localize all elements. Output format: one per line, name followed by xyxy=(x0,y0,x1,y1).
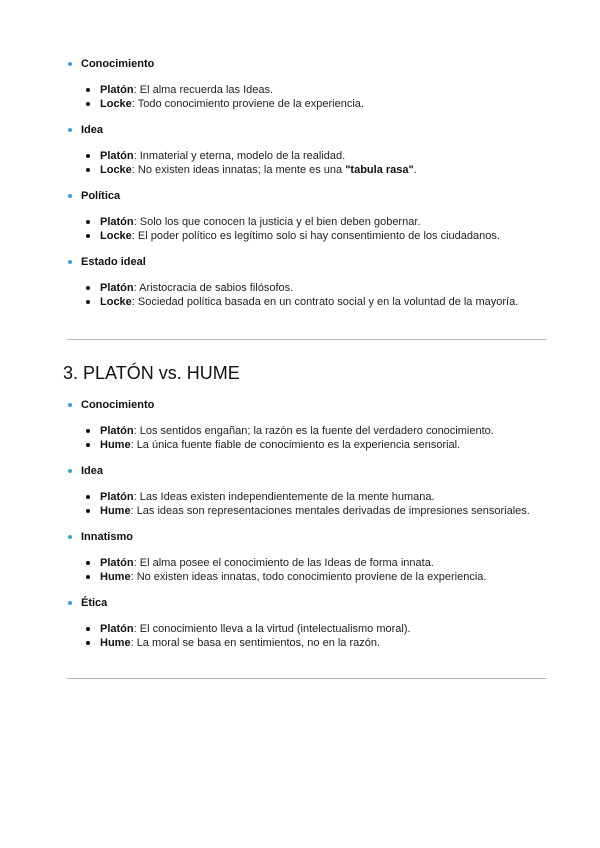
list-item xyxy=(0,438,600,452)
separator: : xyxy=(130,637,137,649)
philosopher-name: Hume xyxy=(100,439,131,451)
separator: : xyxy=(133,84,140,96)
list-item-text xyxy=(100,622,411,636)
topic-heading xyxy=(0,123,600,137)
separator: : xyxy=(131,230,138,242)
list-item xyxy=(0,490,600,504)
bullet-icon xyxy=(86,154,90,158)
separator: : xyxy=(133,491,140,503)
list-item xyxy=(0,215,600,229)
topic-heading xyxy=(0,57,600,71)
list-item xyxy=(0,229,600,243)
list-item xyxy=(0,281,600,295)
bullet-icon xyxy=(86,429,90,433)
topic-title: Política xyxy=(81,190,121,202)
statement-text: Las ideas son representaciones mentales derivadas de impresiones sensoriales. xyxy=(136,505,530,517)
separator: : xyxy=(133,557,140,569)
bullet-icon xyxy=(86,641,90,645)
statement-text: El conocimiento lleva a la virtud (intelectualismo moral). xyxy=(139,623,411,635)
topic-bullet-icon xyxy=(68,128,72,132)
list-item-text xyxy=(100,636,380,650)
philosopher-name: Platón xyxy=(100,150,134,162)
list-item xyxy=(0,295,600,309)
topic-block xyxy=(0,596,600,650)
list-item-text xyxy=(100,424,494,438)
topic-heading xyxy=(0,255,600,269)
topic-heading xyxy=(0,596,600,610)
list-item xyxy=(0,556,600,570)
statement-text: El poder político es legítimo solo si hay consentimiento de los ciudadanos. xyxy=(137,230,500,242)
philosopher-name: Locke xyxy=(100,296,132,308)
topic-heading xyxy=(0,530,600,544)
topic-bullet-icon xyxy=(68,260,72,264)
bullet-icon xyxy=(86,300,90,304)
topic-title: Idea xyxy=(81,124,104,136)
statement-text: El alma posee el conocimiento de las Ideas de forma innata. xyxy=(139,557,434,569)
philosopher-name: Platón xyxy=(100,623,134,635)
topic-block xyxy=(0,57,600,111)
list-item-text xyxy=(100,97,364,111)
bullet-icon xyxy=(86,286,90,290)
statement-text: La moral se basa en sentimientos, no en la razón. xyxy=(136,637,381,649)
list-item-text xyxy=(100,490,435,504)
topic-bullet-icon xyxy=(68,601,72,605)
topic-title: Innatismo xyxy=(81,531,133,543)
list-item xyxy=(0,570,600,584)
comparison-list xyxy=(0,149,600,177)
philosopher-name: Locke xyxy=(100,98,132,110)
topic-title: Idea xyxy=(81,465,104,477)
separator: : xyxy=(133,425,140,437)
topic-heading xyxy=(0,189,600,203)
philosopher-name: Platón xyxy=(100,425,134,437)
topic-block xyxy=(0,530,600,584)
comparison-list xyxy=(0,424,600,452)
topic-block xyxy=(0,398,600,452)
bullet-icon xyxy=(86,495,90,499)
philosopher-name: Platón xyxy=(100,282,134,294)
separator: : xyxy=(133,282,140,294)
list-item xyxy=(0,504,600,518)
statement-text: Las Ideas existen independientemente de la mente humana. xyxy=(139,491,435,503)
topic-bullet-icon xyxy=(68,469,72,473)
topic-heading xyxy=(0,398,600,412)
comparison-section-locke xyxy=(0,57,600,321)
statement-tail: . xyxy=(413,164,417,176)
section-heading: 3. PLATÓN vs. HUME xyxy=(63,363,240,383)
comparison-list xyxy=(0,622,600,650)
list-item-text xyxy=(100,281,293,295)
topic-title: Estado ideal xyxy=(81,256,146,268)
separator: : xyxy=(131,296,138,308)
statement-text: La única fuente fiable de conocimiento es la experiencia sensorial. xyxy=(136,439,461,451)
section-divider xyxy=(67,339,547,340)
statement-text: Los sentidos engañan; la razón es la fuente del verdadero conocimiento. xyxy=(139,425,494,437)
bullet-icon xyxy=(86,561,90,565)
comparison-list xyxy=(0,83,600,111)
comparison-list xyxy=(0,490,600,518)
statement-text: Sociedad política basada en un contrato social y en la voluntad de la mayoría. xyxy=(137,296,519,308)
statement-text: Inmaterial y eterna, modelo de la realidad. xyxy=(139,150,346,162)
list-item-text xyxy=(100,229,500,243)
separator: : xyxy=(131,164,138,176)
bullet-icon xyxy=(86,220,90,224)
philosopher-name: Hume xyxy=(100,505,131,517)
philosopher-name: Hume xyxy=(100,637,131,649)
bullet-icon xyxy=(86,234,90,238)
philosopher-name: Platón xyxy=(100,491,134,503)
philosopher-name: Hume xyxy=(100,571,131,583)
topic-title: Conocimiento xyxy=(81,58,155,70)
list-item-text xyxy=(100,556,434,570)
statement-text: No existen ideas innatas; la mente es una xyxy=(137,164,346,176)
topic-bullet-icon xyxy=(68,194,72,198)
list-item-text xyxy=(100,504,530,518)
list-item-text xyxy=(100,295,518,309)
list-item-text xyxy=(100,215,420,229)
statement-text: No existen ideas innatas, todo conocimiento proviene de la experiencia. xyxy=(136,571,487,583)
separator: : xyxy=(131,98,138,110)
topic-block xyxy=(0,255,600,309)
statement-text: El alma recuerda las Ideas. xyxy=(139,84,274,96)
comparison-list xyxy=(0,556,600,584)
section-divider xyxy=(67,678,547,679)
topic-heading xyxy=(0,464,600,478)
comparison-section-hume xyxy=(0,398,600,662)
list-item-text xyxy=(100,438,460,452)
topic-block xyxy=(0,123,600,177)
list-item xyxy=(0,424,600,438)
list-item xyxy=(0,636,600,650)
separator: : xyxy=(133,150,140,162)
topic-title: Ética xyxy=(81,597,108,609)
comparison-list xyxy=(0,215,600,243)
topic-title: Conocimiento xyxy=(81,399,155,411)
topic-bullet-icon xyxy=(68,403,72,407)
philosopher-name: Locke xyxy=(100,230,132,242)
separator: : xyxy=(130,571,137,583)
bullet-icon xyxy=(86,168,90,172)
statement-text: Aristocracia de sabios filósofos. xyxy=(139,282,294,294)
philosopher-name: Locke xyxy=(100,164,132,176)
topic-block xyxy=(0,464,600,518)
list-item-text xyxy=(100,83,273,97)
bullet-icon xyxy=(86,575,90,579)
separator: : xyxy=(130,505,137,517)
bullet-icon xyxy=(86,88,90,92)
list-item xyxy=(0,83,600,97)
list-item-text xyxy=(100,163,417,177)
topic-bullet-icon xyxy=(68,62,72,66)
list-item xyxy=(0,163,600,177)
separator: : xyxy=(133,216,140,228)
emphasis-text: "tabula rasa" xyxy=(345,164,414,176)
list-item xyxy=(0,622,600,636)
topic-bullet-icon xyxy=(68,535,72,539)
bullet-icon xyxy=(86,509,90,513)
separator: : xyxy=(133,623,140,635)
philosopher-name: Platón xyxy=(100,84,134,96)
philosopher-name: Platón xyxy=(100,216,134,228)
bullet-icon xyxy=(86,102,90,106)
bullet-icon xyxy=(86,443,90,447)
bullet-icon xyxy=(86,627,90,631)
statement-text: Solo los que conocen la justicia y el bien deben gobernar. xyxy=(139,216,421,228)
philosopher-name: Platón xyxy=(100,557,134,569)
separator: : xyxy=(130,439,137,451)
list-item xyxy=(0,97,600,111)
list-item-text xyxy=(100,570,486,584)
statement-text: Todo conocimiento proviene de la experiencia. xyxy=(137,98,364,110)
list-item-text xyxy=(100,149,345,163)
topic-block xyxy=(0,189,600,243)
comparison-list xyxy=(0,281,600,309)
list-item xyxy=(0,149,600,163)
